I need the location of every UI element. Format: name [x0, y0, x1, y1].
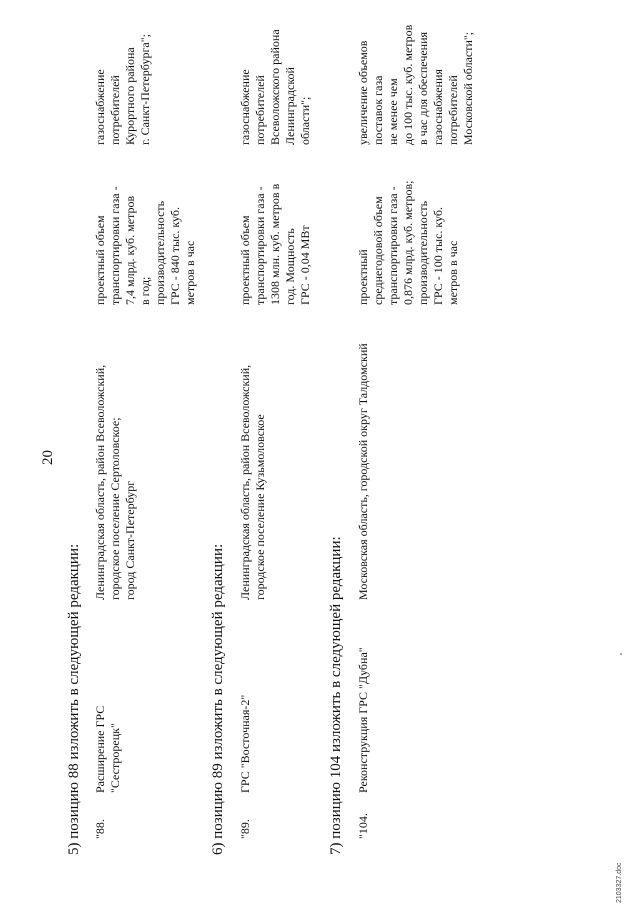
- capacity-89: проектный объем транспортировки газа - 1308 млн. куб. метров в год. Мощность ГРС - 0,04 МВт: [238, 183, 312, 305]
- location-89: Ленинградская область, район Всеволожский, городское поселение Кузьмоловское: [238, 364, 267, 600]
- footer-doc-id: 2103327.doc: [616, 862, 623, 903]
- capacity-88: проектный объем транспортировки газа - 7,4 млрд. куб. метров в год; производительность ГРС - 840 тыс. куб. метров в час: [93, 186, 197, 305]
- object-name-88: Расширение ГРС "Сестрорецк": [93, 705, 122, 793]
- row-number-104: "104.: [356, 813, 370, 839]
- section-heading-88: 5) позицию 88 изложить в следующей редакции:: [66, 543, 82, 855]
- purpose-104: увеличение объемов поставок газа не менее чем до 100 тыс. куб. метров в час для обеспечения газоснабжения потребителей Московской области";: [356, 24, 475, 145]
- row-number-89: "89.: [238, 819, 252, 839]
- location-104: Московская область, городской округ Талдомский: [356, 343, 370, 600]
- object-name-104: Реконструкция ГРС "Дубна": [356, 647, 370, 793]
- capacity-104: проектный среднегодовой объем транспортировки газа - 0,876 млрд. куб. метров; производительность ГРС - 100 тыс. куб. метров в час: [356, 180, 460, 305]
- page-number: 20: [40, 450, 56, 465]
- row-number-88: "88.: [93, 819, 107, 839]
- purpose-89: газоснабжение потребителей Всеволожского района Ленинградской области";: [238, 29, 312, 145]
- scan-speck: [620, 653, 622, 655]
- object-name-89: ГРС "Восточная-2": [238, 694, 252, 793]
- section-heading-104: 7) позицию 104 изложить в следующей редакции:: [328, 536, 344, 855]
- section-heading-89: 6) позицию 89 изложить в следующей редакции:: [210, 543, 226, 855]
- location-88: Ленинградская область, район Всеволожский, городское поселение Сертоловское; город Санкт-Петербург: [93, 364, 137, 600]
- purpose-88: газоснабжение потребителей Курортного района г. Санкт-Петербурга";: [93, 34, 152, 145]
